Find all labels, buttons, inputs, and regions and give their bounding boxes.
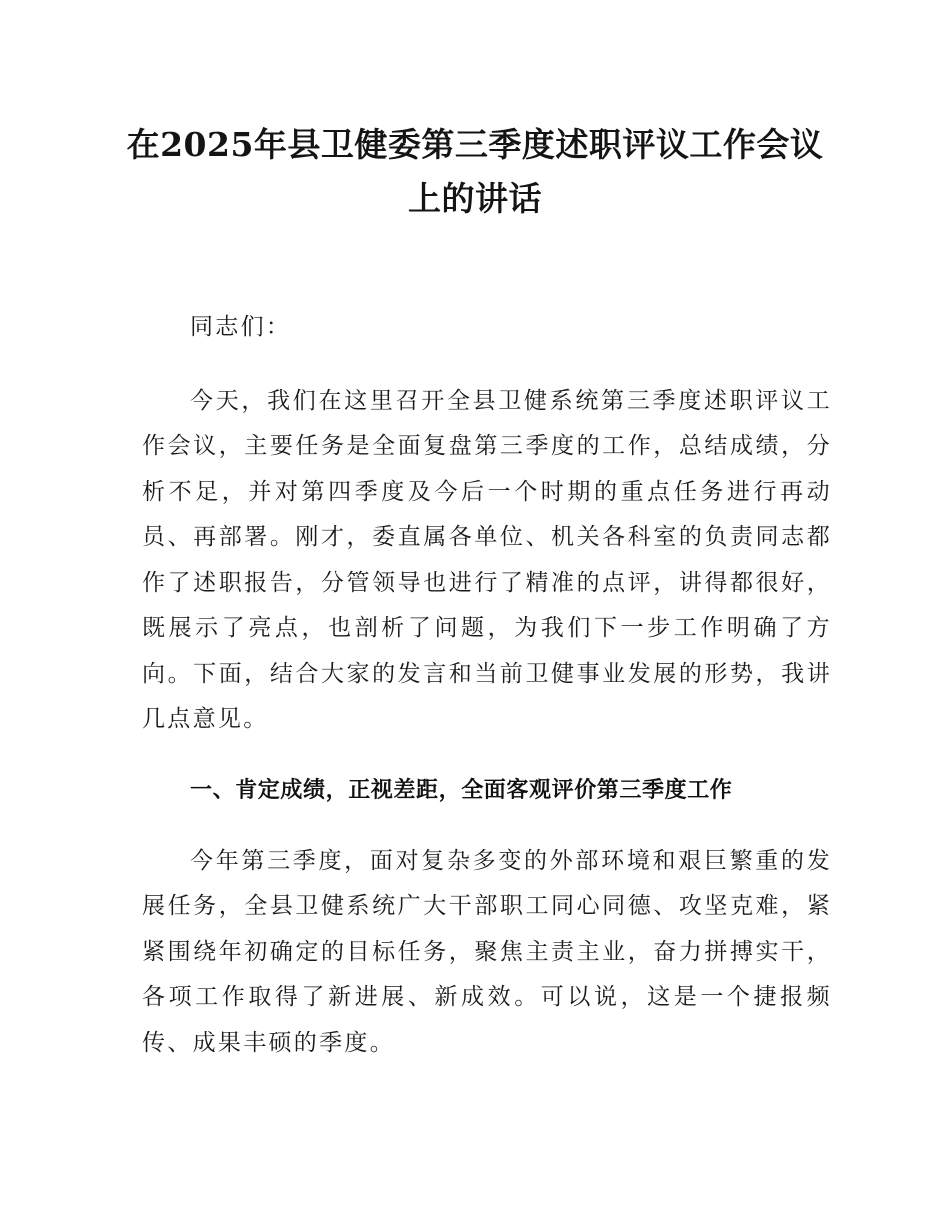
salutation: 同志们：	[190, 314, 292, 340]
section-heading: 一、肯定成绩，正视差距，全面客观评价第三季度工作	[190, 777, 733, 803]
intro-paragraph: 今天，我们在这里召开全县卫健系统第三季度述职评议工作会议，主要任务是全面复盘第三季度的工作，总结成绩，分析不足，并对第四季度及今后一个时期的重点任务进行再动员、再部署。刚才，委直属各单位、机关各科室的负责同志都作了述职报告，分管领导也进行了精准的点评，讲得都很好，既展示了亮点，也剖析了问题，为我们下一步工作明确了方向。下面，结合大家的发言和当前卫健事业发展的形势，我讲几点意见。	[142, 387, 832, 732]
section-paragraph: 今年第三季度，面对复杂多变的外部环境和艰巨繁重的发展任务，全县卫健系统广大干部职工同心同德、攻坚克难，紧紧围绕年初确定的目标任务，聚焦主责主业，奋力拼搏实干，各项工作取得了新进展、新成效。可以说，这是一个捷报频传、成果丰硕的季度。	[142, 847, 832, 1056]
document-body	[142, 305, 832, 1066]
document-title: 在2025年县卫健委第三季度述职评议工作会议上的讲话	[126, 125, 824, 218]
